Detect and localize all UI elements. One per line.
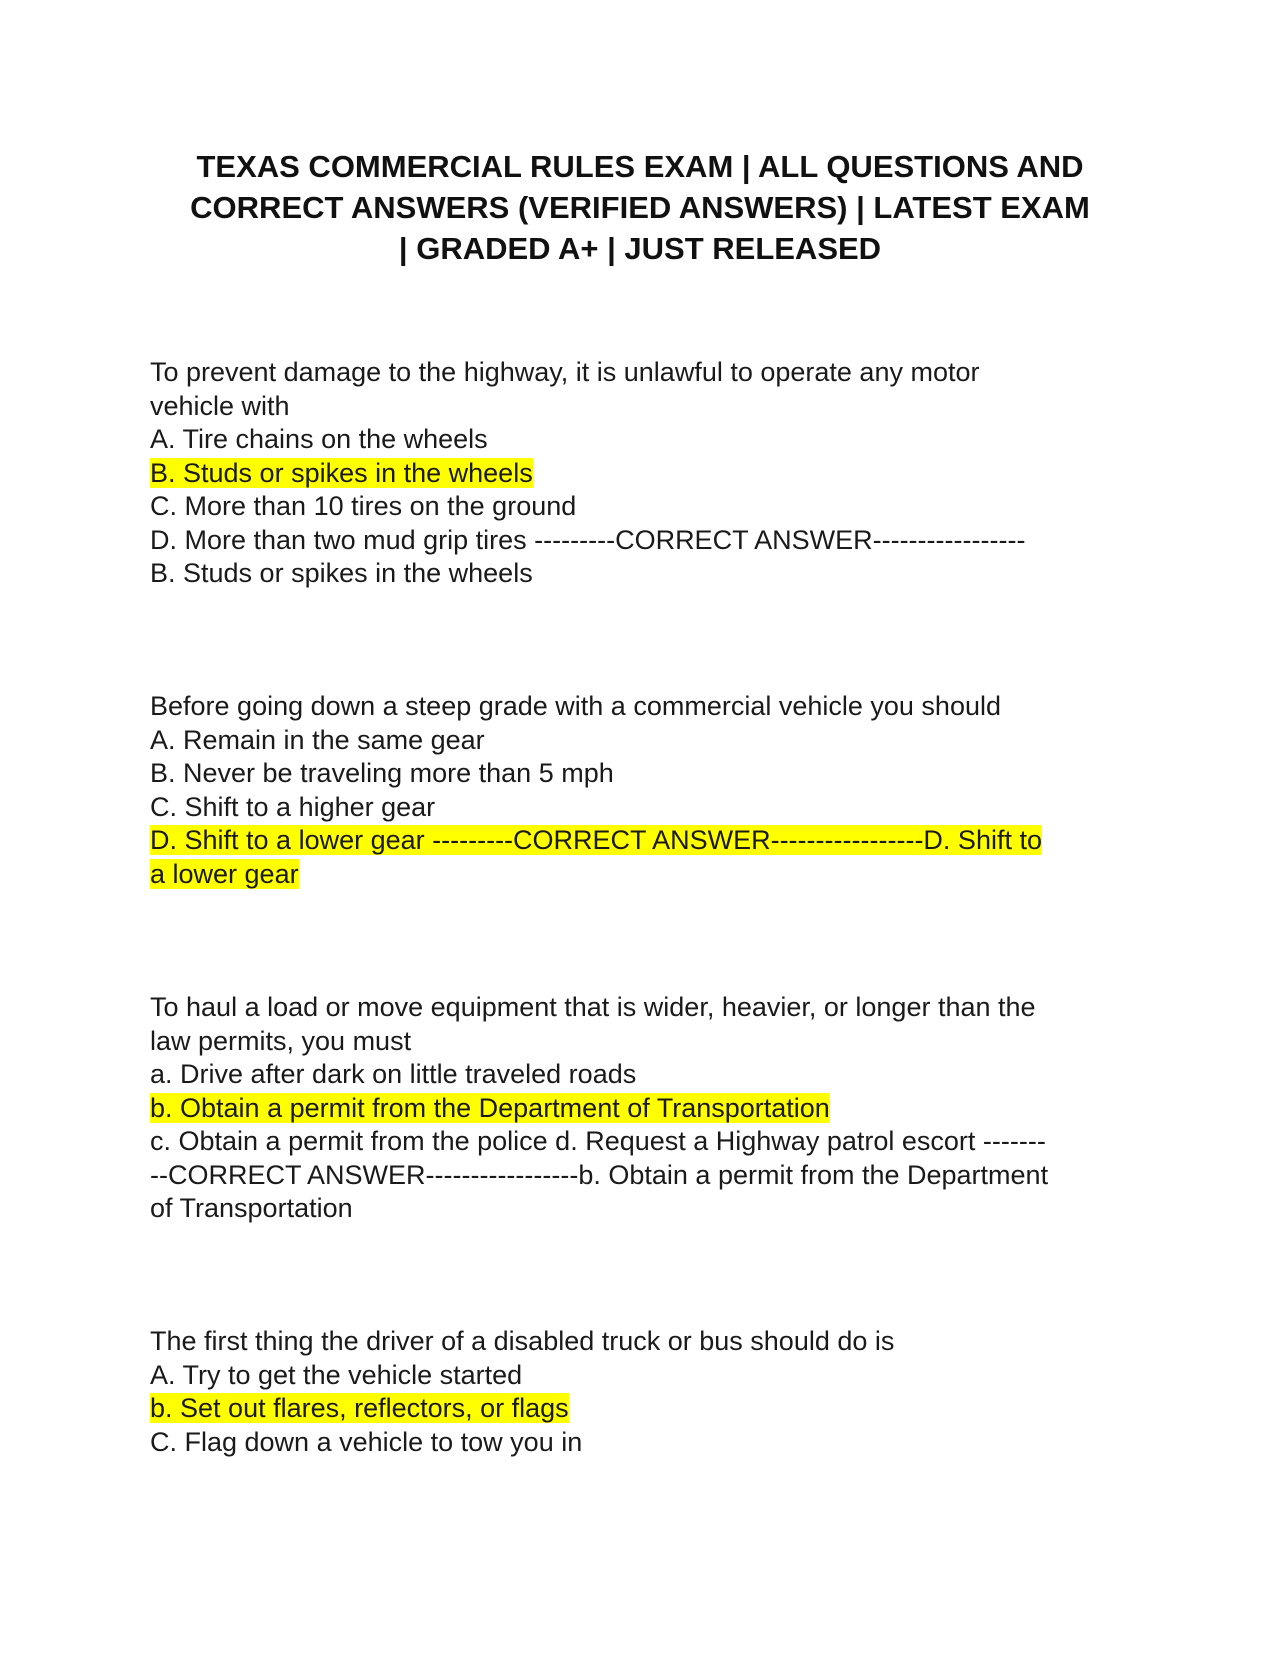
answer-option-a: A. Try to get the vehicle started xyxy=(150,1359,523,1390)
correct-answer-highlighted: a lower gear xyxy=(150,858,299,889)
question-text: The first thing the driver of a disabled truck or bus should do is xyxy=(150,1326,895,1356)
answer-option-c-d: c. Obtain a permit from the police d. Request a Highway patrol escort ------- xyxy=(150,1126,1046,1156)
answer-option-b-highlighted: b. Obtain a permit from the Department of Transportation xyxy=(150,1092,830,1123)
answer-option-b: B. Never be traveling more than 5 mph xyxy=(150,758,614,788)
answer-option-c: C. More than 10 tires on the ground xyxy=(150,491,577,521)
correct-answer: B. Studs or spikes in the wheels xyxy=(150,558,533,588)
answer-option-c: C. Shift to a higher gear xyxy=(150,791,436,822)
question-text: Before going down a steep grade with a commercial vehicle you should xyxy=(150,691,1001,721)
answer-option-d: D. More than two mud grip tires ---------CORRECT ANSWER----------------- xyxy=(150,524,1026,555)
document-title xyxy=(140,146,1140,269)
answer-option-b-highlighted: B. Studs or spikes in the wheels xyxy=(150,457,533,488)
answer-option-a: a. Drive after dark on little traveled roads xyxy=(150,1059,637,1089)
question-text: To haul a load or move equipment that is wider, heavier, or longer than the xyxy=(150,992,1036,1022)
question-2 xyxy=(150,690,1130,891)
title-line: TEXAS COMMERCIAL RULES EXAM | ALL QUESTIONS AND xyxy=(196,149,1084,184)
correct-answer: of Transportation xyxy=(150,1193,353,1223)
question-4 xyxy=(150,1325,1130,1459)
answer-option-b-highlighted: b. Set out flares, reflectors, or flags xyxy=(150,1393,569,1423)
answer-option-c: C. Flag down a vehicle to tow you in xyxy=(150,1426,583,1457)
question-text: law permits, you must xyxy=(150,1025,412,1056)
question-text: To prevent damage to the highway, it is unlawful to operate any motor xyxy=(150,357,980,387)
answer-option-d-highlighted: D. Shift to a lower gear ---------CORRECT ANSWER-----------------D. Shift to xyxy=(150,825,1042,855)
answer-option-a: A. Tire chains on the wheels xyxy=(150,424,488,454)
title-line: | GRADED A+ | JUST RELEASED xyxy=(398,231,882,266)
question-3 xyxy=(150,991,1130,1226)
question-text: vehicle with xyxy=(150,390,290,421)
question-1 xyxy=(150,356,1130,591)
answer-option-a: A. Remain in the same gear xyxy=(150,724,485,755)
title-line: CORRECT ANSWERS (VERIFIED ANSWERS) | LATEST EXAM xyxy=(190,190,1090,225)
correct-answer: --CORRECT ANSWER-----------------b. Obtain a permit from the Department xyxy=(150,1159,1049,1190)
